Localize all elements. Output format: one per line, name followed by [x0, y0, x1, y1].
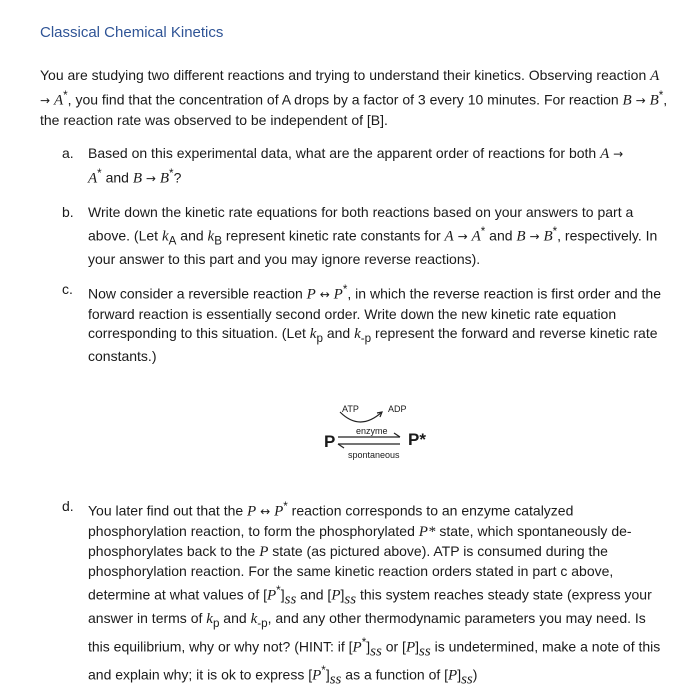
question-c-text: Now consider a reversible reaction P ↔ P*, in which the reverse reaction is first order and the forward reaction is essentially second order. Write down the new kinetic rate equation corresponding to this situation. (Let $k_p$ and $k_{-p}$ represent the forward and reverse kinetic rate constants.): [88, 283, 661, 365]
question-c-label: c.: [62, 281, 73, 297]
intro-paragraph: You are studying two different reactions and trying to understand their kinetics. Observing reaction A → A*, you find that the concentration of A drops by a factor of 3 every 10 minutes. For reaction B → B*, the reaction rate was observed to be independent of [B].: [40, 67, 668, 128]
forward-arrowhead: [394, 433, 400, 437]
atp-label: ATP: [342, 404, 359, 414]
enzyme-label: enzyme: [356, 426, 388, 436]
question-b-text: Write down the kinetic rate equations for both reactions based on your answers to part a above. (Let $k_A$ and $k_B$ represent kinetic rate constants for A → A* and B → B*, respectively. In your answer to this part and you may ignore reverse reactions).: [88, 204, 658, 268]
question-b-label: b.: [62, 204, 74, 220]
page-title: Classical Chemical Kinetics: [40, 24, 224, 41]
question-d-text: You later find out that the P ↔ P* reaction corresponds to an enzyme catalyzed phosphorylation reaction, to form the phosphorylated P* state, which spontaneously de-phosphorylates back to the P state (as pictured above). ATP is consumed during the phosphorylation reaction. For the same kinetic reaction orders stated in part c above, determine at what values of $[P^*]_{ss}$ and $[P]_{ss}$ this system reaches steady state (express your answer in terms of $k_p$ and $k_{-p}$, and any other thermodynamic parameters you may need. Is this equilibrium, why or why not? (HINT: if $[P^*]_{ss}$ or $[P]_{ss}$ is undetermined, make a note of this and explain why; it is ok to express $[P^*]_{ss}$ as a function of $[P]_{ss}$): [88, 500, 661, 688]
question-a-text: Based on this experimental data, what are the apparent order of reactions for both A → A* and B → B*?: [88, 145, 624, 187]
adp-label: ADP: [388, 404, 407, 414]
spontaneous-label: spontaneous: [348, 450, 400, 460]
reverse-arrowhead: [338, 444, 344, 448]
question-a-label: a.: [62, 145, 74, 161]
product-p-star: P*: [408, 430, 426, 449]
reaction-diagram: [300, 398, 460, 466]
question-d-label: d.: [62, 498, 74, 514]
reactant-p: P: [324, 432, 336, 451]
